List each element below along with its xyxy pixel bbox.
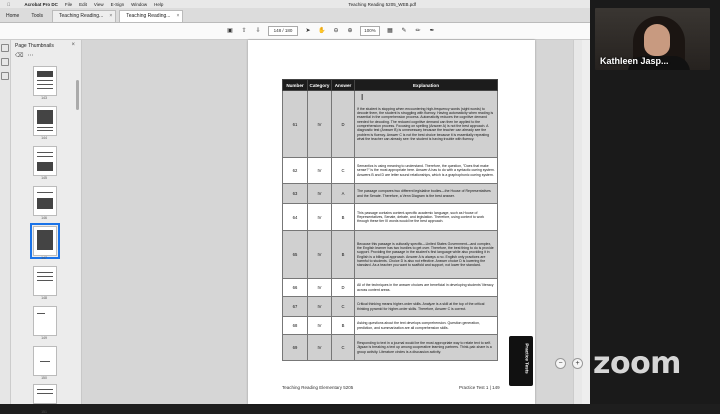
thumbnail-page[interactable] [33, 146, 57, 176]
thumbnail-page-selected[interactable] [33, 226, 57, 256]
thumbnail-label: 147 [41, 256, 47, 260]
cell-explanation: All of the techniques in the answer choices are beneficial in developing students' literacy across content areas. [355, 279, 498, 297]
menu-edit[interactable]: Edit [75, 1, 84, 7]
thumbnails-icon[interactable] [1, 44, 9, 52]
practice-tests-flyout[interactable] [509, 336, 533, 386]
cell-explanation: Semantics is using meaning to understand. Therefore, the question, "Does that make sense?" is the most appropriate here. Answer A has to do with a syntactic cueing system. Answers B and D are letter sound relationships, which is a graphophonic cueing system. [355, 158, 498, 184]
thumbnail-label: 151 [41, 410, 47, 414]
cell-category: IV [308, 317, 332, 335]
answer-table [282, 79, 498, 361]
thumbnail-tools [15, 52, 33, 59]
participant-name: Kathleen Jasp... [600, 56, 669, 66]
table-row [283, 204, 498, 231]
menu-app-name[interactable]: Acrobat Pro DC [21, 1, 55, 7]
thumbnail-panel [11, 40, 82, 414]
cell-number: 64 [283, 204, 308, 231]
cell-number: 68 [283, 317, 308, 335]
menu-help[interactable]: Help [150, 1, 161, 7]
tab-tools[interactable]: Tools [31, 13, 44, 19]
acrobat-window [0, 8, 590, 414]
cell-explanation: If the student is stopping when encountering high-frequency words (sight words) to decode them, the student is struggling with fluency. Having automaticity when reading is essential in the comprehension process. Automaticity reduces the cognitive demand needed for decoding. The reduced cognitive demand can then be applied to the comprehension process. Focusing on spelling (Answer A) is not the best approach. A diagnostic test (Answer B) is unnecessary because the teacher can already see the problem is fluency. Answer C is not the best choice because it is essentially repeating what the teacher can already see: the student is having trouble with fluency. [355, 91, 498, 158]
fit-page-icon[interactable]: ▦ [387, 28, 393, 34]
thumbnail-label: 145 [41, 176, 47, 180]
thumbnail-scrollbar[interactable] [76, 80, 79, 110]
menu-window[interactable]: Window [127, 1, 144, 7]
close-icon[interactable]: × [71, 42, 75, 48]
thumbnail-label: 146 [41, 216, 47, 220]
flyout-label: Practice Tests [524, 343, 530, 374]
zoom-logo: zoom [593, 346, 681, 381]
cell-answer: C [332, 335, 355, 361]
table-row [283, 317, 498, 335]
apple-icon[interactable] [7, 2, 10, 7]
video-panel [590, 0, 720, 404]
floating-zoom-toolbar [555, 358, 583, 369]
cell-answer: B [332, 204, 355, 231]
cell-category: IV [308, 91, 332, 158]
page-number-input[interactable]: 148 / 180 [268, 26, 298, 36]
tab-bar [0, 8, 590, 23]
cell-answer: B [332, 231, 355, 279]
cell-explanation: Responding to text in a journal would be the most appropriate way to relate text to self. Jigsaw is breaking a text up among cooperative learning partners. Think-pair-share is a group activity. Literature circles is a discussion activity. [355, 335, 498, 361]
thumbnail-label: 150 [41, 376, 47, 380]
page-footer-right: Practice Test 1 | 149 [459, 385, 500, 390]
next-page-icon[interactable]: ⇩ [255, 28, 261, 34]
cell-number: 63 [283, 184, 308, 204]
thumbnail-panel-title: Page Thumbnails [15, 43, 54, 49]
thumbnail-page[interactable] [33, 346, 57, 376]
thumbnail-label: 144 [41, 136, 47, 140]
cell-answer: D [332, 91, 355, 158]
tab-document-1[interactable] [52, 10, 116, 22]
table-row [283, 158, 498, 184]
column-header-answer: Answer [332, 80, 355, 91]
thumbnail-page[interactable] [33, 266, 57, 296]
cell-category: IV [308, 297, 332, 317]
cell-category: IV [308, 335, 332, 361]
zoom-level-select[interactable]: 100% [360, 26, 380, 36]
thumbnail-page[interactable] [33, 186, 57, 216]
pdf-page [248, 40, 535, 404]
column-header-number: Number [283, 80, 308, 91]
cell-answer: C [332, 297, 355, 317]
zoom-in-icon[interactable]: ⊕ [347, 28, 353, 34]
cell-answer: B [332, 317, 355, 335]
cell-number: 69 [283, 335, 308, 361]
participant-video-tile[interactable] [595, 8, 710, 70]
thumbnail-label: 148 [41, 296, 47, 300]
window-title: Teaching Reading 5205_WEB.pdf [345, 1, 413, 7]
close-icon[interactable]: × [176, 13, 180, 19]
cell-category: IV [308, 184, 332, 204]
menu-view[interactable]: View [90, 1, 101, 7]
trash-icon[interactable]: ⌫ [15, 53, 24, 59]
thumbnail-page[interactable] [33, 306, 57, 336]
tab-document-1-label: Teaching Reading... [59, 13, 104, 19]
cell-category: IV [308, 231, 332, 279]
toolbar-nav-group [226, 26, 436, 36]
tab-document-2-label: Teaching Reading... [126, 13, 171, 19]
more-icon[interactable]: ⋯ [27, 53, 34, 59]
zoom-in-icon[interactable]: + [572, 358, 583, 369]
left-tool-rail [0, 40, 11, 404]
cell-number: 66 [283, 279, 308, 297]
cell-answer: C [332, 158, 355, 184]
select-cursor-icon[interactable]: ➤ [305, 28, 311, 34]
comment-icon[interactable]: ✎ [401, 28, 407, 34]
sign-icon[interactable]: ✒ [429, 28, 435, 34]
table-header-row [283, 80, 498, 91]
cell-category: IV [308, 158, 332, 184]
column-header-category: Category [308, 80, 332, 91]
thumbnail-page[interactable] [33, 66, 57, 96]
text-cursor-icon: I [361, 93, 364, 102]
document-scrollbar[interactable] [573, 40, 582, 404]
table-row [283, 231, 498, 279]
cell-explanation: Because this passage is culturally specific—United States Government—and complex, the English learner has two hurdles to get over. Therefore, the best thing to do is provide support. Providing the passage in the student's first language while also providing it in English is a bilingual approach. Answer A is always a no. English only practices are harmful to students. Choice D is also not effective. Answer choice D is lowering the standard. As a teacher you want to scaffold and support, not lower the standard. [355, 231, 498, 279]
thumbnail-page[interactable] [33, 384, 57, 404]
cell-explanation: This passage contains content-specific academic language, such as House of Representatives, Senate, debate, and legislation. Therefore, using context to work through these tier III words would be the best approach. [355, 204, 498, 231]
thumbnail-page[interactable] [33, 106, 57, 136]
right-tool-rail [582, 40, 590, 404]
tab-document-2[interactable] [119, 10, 183, 22]
zoom-out-icon[interactable]: − [555, 358, 566, 369]
bookmark-icon[interactable] [1, 58, 9, 66]
table-row [283, 91, 498, 158]
table-row [283, 279, 498, 297]
cell-number: 61 [283, 91, 308, 158]
cell-answer: D [332, 279, 355, 297]
thumbnail-label: 143 [41, 96, 47, 100]
table-row [283, 297, 498, 317]
page-footer-left: Teaching Reading Elementary 5205 [282, 385, 354, 390]
cell-answer: A [332, 184, 355, 204]
toolbar [0, 23, 590, 40]
cell-number: 65 [283, 231, 308, 279]
save-icon[interactable]: ▣ [227, 28, 233, 34]
column-header-explanation: Explanation [355, 80, 498, 91]
cell-explanation: Asking questions about the text develops comprehension. Question generation, prediction, and summarization are all comprehension skills. [355, 317, 498, 335]
table-row [283, 184, 498, 204]
document-viewer [82, 40, 582, 404]
highlight-icon[interactable]: ✏ [415, 28, 421, 34]
tab-home[interactable]: Home [6, 13, 20, 19]
cell-explanation: Critical thinking means higher-order skills. Analyze is a skill at the top of the critical thinking pyramid for higher-order skills. Therefore, Answer C is correct. [355, 297, 498, 317]
close-icon[interactable]: × [109, 13, 113, 19]
cell-category: IV [308, 279, 332, 297]
attachment-icon[interactable] [1, 72, 9, 80]
menu-esign[interactable]: E-Sign [107, 1, 121, 7]
prev-page-icon[interactable]: ⇧ [241, 28, 247, 34]
cell-explanation: The passage compares two different legislative bodies—the House of Representatives and the Senate. Therefore, a Venn Diagram is the best answer. [355, 184, 498, 204]
zoom-out-icon[interactable]: ⊖ [333, 28, 339, 34]
participant-face [644, 24, 670, 56]
menu-file[interactable]: File [61, 1, 69, 7]
cell-number: 67 [283, 297, 308, 317]
table-row [283, 335, 498, 361]
thumbnail-label: 149 [41, 336, 47, 340]
cell-number: 62 [283, 158, 308, 184]
cell-category: IV [308, 204, 332, 231]
hand-icon[interactable]: ✋ [318, 28, 326, 34]
